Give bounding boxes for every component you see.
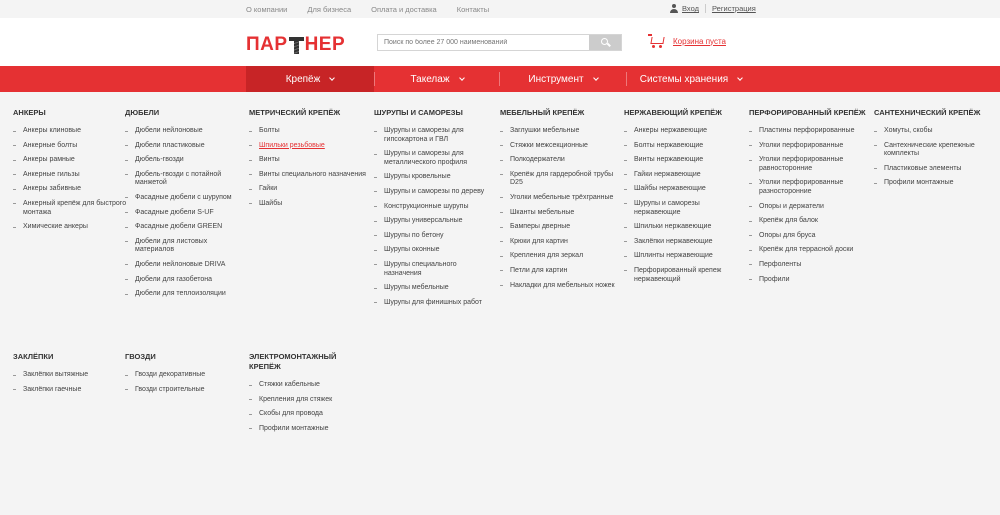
list-item[interactable]: Опоры для бруса: [749, 232, 867, 241]
column-heading[interactable]: АНКЕРЫ: [13, 108, 46, 117]
list-item[interactable]: Уголки перфорированные: [749, 142, 867, 151]
list-item[interactable]: Уголки перфорированные разносторонние: [749, 179, 867, 196]
column-list: [125, 127, 243, 299]
top-bar: [0, 0, 1000, 18]
column-list: [874, 127, 992, 188]
list-item[interactable]: Конструкционные шурупы: [374, 203, 492, 212]
column-list: [249, 127, 367, 209]
list-item[interactable]: Анкерные болты: [13, 142, 131, 151]
column-heading[interactable]: ГВОЗДИ: [125, 352, 156, 361]
list-item[interactable]: Шурупы специального назначения: [374, 261, 492, 278]
column-list: [624, 127, 742, 284]
list-item[interactable]: Шканты мебельные: [500, 209, 618, 218]
list-item[interactable]: Шурупы и саморезы нержавеющие: [624, 200, 742, 217]
column-list: [13, 127, 131, 232]
list-item[interactable]: Шайбы нержавеющие: [624, 185, 742, 194]
list-item[interactable]: Фасадные дюбели GREEN: [125, 223, 243, 232]
list-item[interactable]: Шурупы универсальные: [374, 217, 492, 226]
list-item[interactable]: Перфоленты: [749, 261, 867, 270]
list-item[interactable]: Опоры и держатели: [749, 203, 867, 212]
menu-column-stainless: [624, 108, 742, 290]
list-item[interactable]: Химические анкеры: [13, 223, 131, 232]
list-item-hovered[interactable]: Шпильки резьбовые: [249, 142, 367, 151]
search-input[interactable]: [378, 35, 589, 50]
menu-column-nails: [125, 352, 243, 400]
column-list: [249, 381, 367, 433]
auth-links: [670, 4, 756, 13]
cart[interactable]: [648, 34, 726, 48]
search-box: [377, 34, 622, 51]
list-item[interactable]: Дюбели для листовых материалов: [125, 238, 243, 255]
list-item[interactable]: Заглушки мебельные: [500, 127, 618, 136]
list-item[interactable]: Шплинты нержавеющие: [624, 252, 742, 261]
column-heading[interactable]: МЕБЕЛЬНЫЙ КРЕПЁЖ: [500, 108, 585, 117]
list-item[interactable]: Стяжки кабельные: [249, 381, 367, 390]
chevron-down-icon: [329, 75, 335, 81]
list-item[interactable]: Анкеры забивные: [13, 185, 131, 194]
list-item[interactable]: Шурупы кровельные: [374, 173, 492, 182]
logo-text-right: НЕР: [304, 34, 346, 55]
list-item[interactable]: Дюбели для теплоизоляции: [125, 290, 243, 299]
nav-item-label: Системы хранения: [639, 73, 729, 85]
nav-item-tools[interactable]: [500, 66, 626, 92]
list-item[interactable]: Фасадные дюбели с шурупом: [125, 194, 243, 203]
menu-column-perforated: [749, 108, 867, 290]
register-link[interactable]: Регистрация: [711, 4, 756, 13]
list-item[interactable]: Гвозди строительные: [125, 386, 243, 395]
user-icon: [670, 4, 678, 13]
column-list: [374, 127, 492, 307]
chevron-down-icon: [737, 75, 743, 81]
list-item[interactable]: Анкерные гильзы: [13, 171, 131, 180]
list-item[interactable]: Заклёпки нержавеющие: [624, 238, 742, 247]
menu-column-rivets: [13, 352, 131, 400]
column-heading[interactable]: ШУРУПЫ И САМОРЕЗЫ: [374, 108, 463, 117]
list-item[interactable]: Дюбель-гвозди: [125, 156, 243, 165]
list-item[interactable]: Дюбели пластиковые: [125, 142, 243, 151]
list-item[interactable]: Крюки для картин: [500, 238, 618, 247]
nav-item-label: Такелаж: [410, 73, 450, 85]
list-item[interactable]: Шурупы по бетону: [374, 232, 492, 241]
cart-label[interactable]: Корзина пуста: [673, 36, 726, 46]
list-item[interactable]: Крепления для зеркал: [500, 252, 618, 261]
top-links: [246, 5, 509, 14]
list-item[interactable]: Пластины перфорированные: [749, 127, 867, 136]
column-heading[interactable]: ЗАКЛЁПКИ: [13, 352, 54, 361]
list-item[interactable]: Дюбели для газобетона: [125, 276, 243, 285]
list-item[interactable]: Дюбель-гвозди с потайной манжетой: [125, 171, 243, 188]
list-item[interactable]: Крепления для стяжек: [249, 396, 367, 405]
link-about[interactable]: О компании: [246, 5, 288, 14]
link-business[interactable]: Для бизнеса: [307, 5, 352, 14]
chevron-down-icon: [593, 75, 599, 81]
column-heading[interactable]: ПЕРФОРИРОВАННЫЙ КРЕПЁЖ: [749, 108, 866, 117]
column-heading[interactable]: НЕРЖАВЕЮЩИЙ КРЕПЁЖ: [624, 108, 722, 117]
list-item[interactable]: Шурупы и саморезы для гипсокартона и ГВЛ: [374, 127, 492, 144]
list-item[interactable]: Гайки: [249, 185, 367, 194]
screw-icon: [289, 37, 304, 54]
list-item[interactable]: Заклёпки вытяжные: [13, 371, 131, 380]
list-item[interactable]: Накладки для мебельных ножек: [500, 282, 618, 291]
list-item[interactable]: Анкеры клиновые: [13, 127, 131, 136]
search-button[interactable]: [589, 35, 621, 50]
nav-item-rigging[interactable]: [375, 66, 499, 92]
list-item[interactable]: Анкеры рамные: [13, 156, 131, 165]
chevron-down-icon: [459, 75, 465, 81]
column-heading[interactable]: МЕТРИЧЕСКИЙ КРЕПЁЖ: [249, 108, 341, 117]
list-item[interactable]: Крепёж для гардеробной трубы D25: [500, 171, 618, 188]
list-item[interactable]: Пластиковые элементы: [874, 165, 992, 174]
link-contacts[interactable]: Контакты: [456, 5, 490, 14]
nav-item-label: Инструмент: [528, 73, 584, 85]
list-item[interactable]: Уголки мебельные трёхгранные: [500, 194, 618, 203]
list-item[interactable]: Перфорированный крепеж нержавеющий: [624, 267, 742, 284]
list-item[interactable]: Скобы для провода: [249, 410, 367, 419]
list-item[interactable]: Крепёж для террасной доски: [749, 246, 867, 255]
list-item[interactable]: Анкерный крепёж для быстрого монтажа: [13, 200, 131, 217]
search-icon: [601, 38, 608, 45]
list-item[interactable]: Винты нержавеющие: [624, 156, 742, 165]
column-heading[interactable]: ЭЛЕКТРОМОНТАЖНЫЙ КРЕПЁЖ: [249, 352, 337, 371]
list-item[interactable]: Винты: [249, 156, 367, 165]
list-item[interactable]: Шурупы и саморезы по дереву: [374, 188, 492, 197]
column-heading[interactable]: ДЮБЕЛИ: [125, 108, 160, 117]
list-item[interactable]: Дюбели нейлоновые: [125, 127, 243, 136]
column-list: [13, 371, 131, 394]
cart-icon: [648, 34, 664, 48]
nav-item-label: Крепёж: [285, 73, 321, 85]
list-item[interactable]: Петли для картин: [500, 267, 618, 276]
menu-column-dowels: [125, 108, 243, 305]
menu-column-plumbing: [874, 108, 992, 194]
list-item[interactable]: Заклёпки гаечные: [13, 386, 131, 395]
list-item[interactable]: Шурупы и саморезы для металлического профиля: [374, 150, 492, 167]
column-heading[interactable]: САНТЕХНИЧЕСКИЙ КРЕПЁЖ: [874, 108, 981, 117]
list-item[interactable]: Полкодержатели: [500, 156, 618, 165]
link-payment-delivery[interactable]: Оплата и доставка: [371, 5, 437, 14]
list-item[interactable]: Гвозди декоративные: [125, 371, 243, 380]
nav-item-storage[interactable]: [627, 66, 755, 92]
menu-column-metric: [249, 108, 367, 215]
list-item[interactable]: Шурупы оконные: [374, 246, 492, 255]
list-item[interactable]: Болты: [249, 127, 367, 136]
list-item[interactable]: Бамперы дверные: [500, 223, 618, 232]
menu-column-anchors: [13, 108, 131, 238]
column-list: [749, 127, 867, 284]
login-link[interactable]: Вход: [682, 4, 699, 13]
column-list: [125, 371, 243, 394]
logo[interactable]: [246, 34, 345, 56]
list-item[interactable]: Болты нержавеющие: [624, 142, 742, 151]
menu-column-electrical: [249, 352, 367, 439]
list-item[interactable]: Профили: [749, 276, 867, 285]
list-item[interactable]: Профили монтажные: [249, 425, 367, 434]
list-item[interactable]: Хомуты, скобы: [874, 127, 992, 136]
list-item[interactable]: Шайбы: [249, 200, 367, 209]
column-list: [500, 127, 618, 290]
list-item[interactable]: Фасадные дюбели S-UF: [125, 209, 243, 218]
list-item[interactable]: Анкеры нержавеющие: [624, 127, 742, 136]
list-item[interactable]: Винты специального назначения: [249, 171, 367, 180]
main-nav: [0, 66, 1000, 92]
header: [0, 18, 1000, 66]
list-item[interactable]: Гайки нержавеющие: [624, 171, 742, 180]
list-item[interactable]: Стяжки межсекционные: [500, 142, 618, 151]
list-item[interactable]: Шурупы для финишных работ: [374, 299, 492, 308]
list-item[interactable]: Профили монтажные: [874, 179, 992, 188]
list-item[interactable]: Шпильки нержавеющие: [624, 223, 742, 232]
divider: [705, 4, 706, 13]
list-item[interactable]: Сантехнические крепежные комплекты: [874, 142, 992, 159]
list-item[interactable]: Уголки перфорированные равносторонние: [749, 156, 867, 173]
menu-column-furniture: [500, 108, 618, 296]
list-item[interactable]: Дюбели нейлоновые DRIVA: [125, 261, 243, 270]
menu-column-screws: [374, 108, 492, 313]
logo-text-left: ПАР: [246, 34, 288, 55]
list-item[interactable]: Крепёж для балок: [749, 217, 867, 226]
list-item[interactable]: Шурупы мебельные: [374, 284, 492, 293]
nav-item-fasteners[interactable]: [246, 66, 374, 92]
